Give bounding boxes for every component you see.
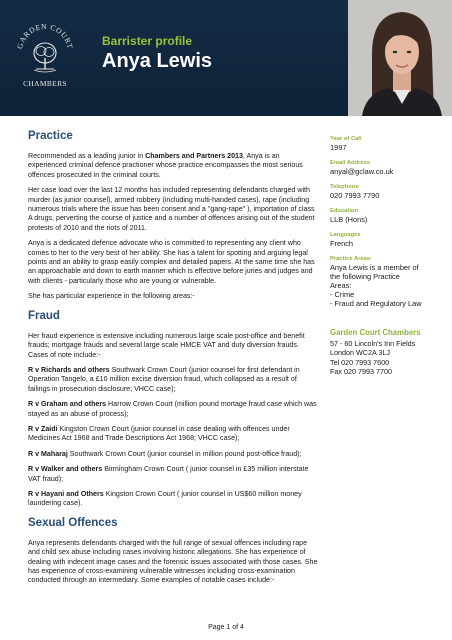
case-description: Kingston Crown Court (junior counsel in case dealing with offences under Medicines Act 1968 and Trade Descriptions Act 1968; VHCC case); [28,424,290,443]
case-name: R v Richards and others [28,365,110,374]
case-item [28,400,318,419]
telephone-label: Telephone [330,184,359,190]
fraud-intro: Her fraud experience is extensive including numerous large scale post-office and benefit frauds; mortgage frauds and several large scale HMCE VAT and duty diversion frauds. Cases of note include:- [28,331,305,359]
education-value: LLB (Hons) [330,215,368,224]
practice-areas-value [330,263,445,308]
barrister-name: Anya Lewis [102,50,213,72]
case-name: R v Hayani and Others [28,489,104,498]
chambers-telephone: Tel 020 7993 7600 [330,357,390,367]
address-line: 57 - 60 Lincoln's Inn Fields [330,339,416,348]
chambers-fax: Fax 020 7993 7700 [330,367,392,377]
practice-text: , Anya is an experienced criminal defence practioner whose practice encompasses the most serious offences prosecuted in the criminal courts. [28,152,303,179]
practice-areas-line: Anya Lewis is a member of [330,263,419,272]
chambers-heading: Garden Court Chambers [330,328,421,337]
page-header [0,0,452,116]
email-label: Email Address [330,160,371,166]
practice-areas-line: Areas: [330,281,352,290]
profile-sidebar [330,136,445,377]
address-line: London WC2A 3LJ [330,348,390,358]
main-content [28,130,318,592]
year-of-call-value: 1997 [330,143,347,152]
case-item [28,465,318,484]
practice-paragraph-4: She has particular experience in the following areas:- [28,292,195,301]
case-name: R v Walker and others [28,465,103,474]
practice-area-crime: - Crime [330,290,355,299]
case-description: Southwark Crown Court (junior counsel in million pound post-office fraud); [67,449,302,458]
case-name: R v Graham and others [28,400,107,409]
page-footer: Page 1 of 4 [208,624,244,631]
case-item [28,490,318,509]
practice-paragraph-1 [28,152,318,180]
email-link[interactable]: anyal@gclaw.co.uk [330,167,394,176]
case-name: R v Maharaj [28,449,68,458]
education-label: Education [330,208,359,214]
section-title-sexual-offences: Sexual Offences [28,516,118,529]
practice-paragraph-2: Her case load over the last 12 months has included representing defendants charged with murder (as junior counsel), armed robbery (including multi-handed cases), rape (including numerous trials where the issue has been consent and a "gang-rape" ), importation of class A drugs, perverting the course of justice and a number of offences arising out of the student protests of 2010 and the riots of 2011. [28,186,315,232]
year-of-call-label: Year of Call [330,136,362,142]
case-description: Birmingham Crown Court ( junior counsel in £35 million interstate VAT fraud); [28,465,309,483]
logo-top-text: GARDEN COURT [15,21,75,50]
languages-value: French [330,239,354,248]
case-name: R v Zaidi [28,424,58,433]
chambers-address [330,339,445,377]
case-description: Southwark Crown Court (junior counsel for first defendant in Operation Tangelo, a £10 million excise diversion fraud, which collapsed as a result of failings in prosecution disclosure; VHCC case); [28,365,300,393]
case-description: Harrow Crown Court (million pound mortage fraud case which was stayed as an abuse of process); [28,400,317,418]
case-description: Kingston Crown Court ( junior counsel in US$60 million money laundering case). [28,489,302,508]
practice-text: Recommended as a leading junior in [28,152,146,160]
garden-court-chambers-logo [14,12,76,98]
practice-paragraph-3: Anya is a dedicated defence advocate who is committed to representing any client who comes to her to the very best of her ability. She has a talent for spotting and arguing legal points and an ability to grasp easily complex and detailed papers. At the same time she has an approachable and down to earth manner which is effective before juries and judges and with clients - particularly those who are young or vulnerable. [28,239,315,285]
practice-areas-label: Practice Areas: [330,256,372,262]
case-item [28,366,318,394]
case-item [28,450,318,459]
chambers-and-partners-highlight: Chambers and Partners 2013 [145,152,243,160]
practice-areas-line: the following Practice [330,272,400,281]
logo-bottom-text: CHAMBERS [23,79,67,88]
svg-text:GARDEN COURT [15,22,75,50]
section-title-practice: Practice [28,130,73,142]
practice-area-fraud: - Fraud and Regulatory Law [330,299,422,308]
sexual-offences-intro: Anya represents defendants charged with the full range of sexual offences including rape and child sex abuse including cases involving historic allegations. She has experience of dealing with indecent image cases and the forensic issues associated with those cases. She has experience of cross-examining vulnerable witnesses including cross-examination conducted through an intermediary. Some examples of notable cases include:- [28,538,318,585]
section-title-fraud: Fraud [28,309,60,322]
telephone-value: 020 7993 7790 [330,191,380,200]
case-item [28,425,318,444]
profile-label: Barrister profile [102,34,193,48]
languages-label: Languages [330,232,361,238]
barrister-portrait-photo [348,0,452,116]
